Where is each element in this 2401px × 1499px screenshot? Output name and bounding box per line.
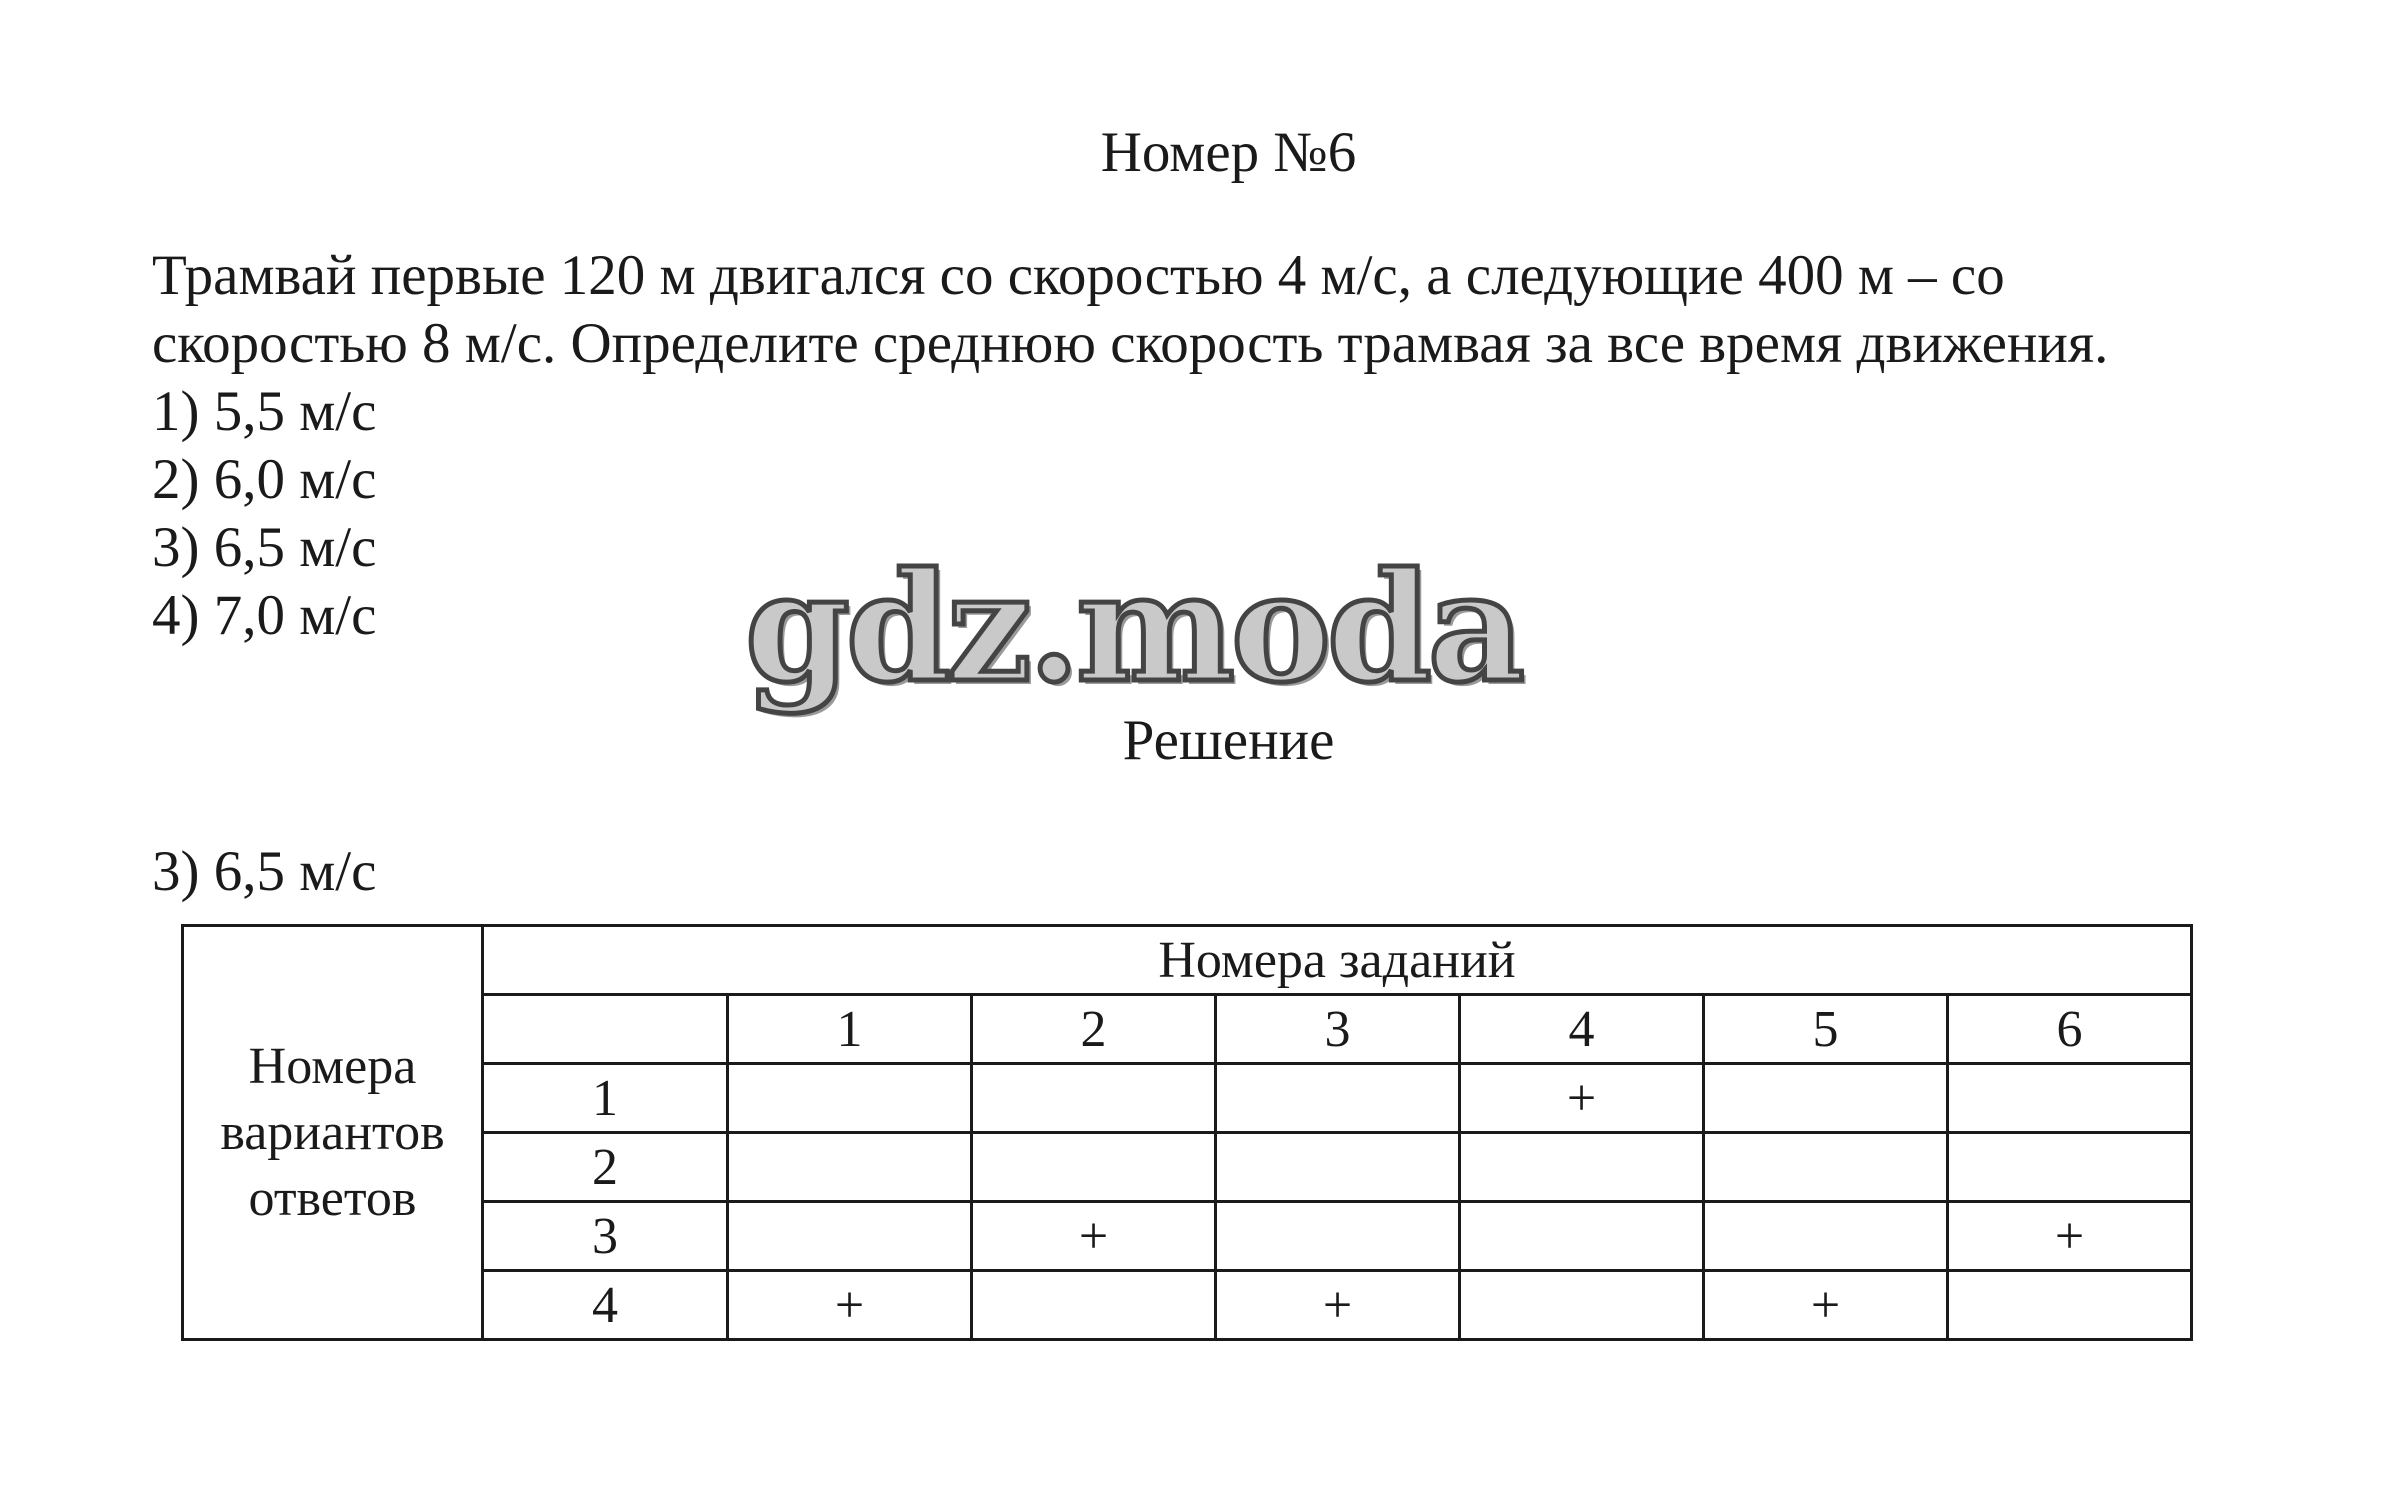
table-cell [1216,1133,1460,1202]
table-header: Номера заданий [483,926,2192,995]
table-cell: + [1948,1202,2192,1271]
answer-table [181,924,2193,1341]
table-cell [1948,1271,2192,1340]
column-header: 2 [972,995,1216,1064]
table-cell [1704,1064,1948,1133]
table-row [183,1271,2192,1340]
table-cell [1948,1064,2192,1133]
table-cell: + [972,1202,1216,1271]
table-cell: + [1216,1271,1460,1340]
table-cell [1948,1133,2192,1202]
column-header: 4 [1460,995,1704,1064]
table-cell: + [1704,1271,1948,1340]
option-4: 4) 7,0 м/с [152,584,377,647]
column-header: 6 [1948,995,2192,1064]
page-title: Номер №6 [1100,121,1357,184]
problem-line-1: Трамвай первые 120 м двигался со скоростью 4 м/с, а следующие 400 м – со [152,244,2005,307]
table-cell: + [1460,1064,1704,1133]
table-row [183,1202,2192,1271]
table-cell [972,1064,1216,1133]
table-cell [728,1202,972,1271]
column-header: 3 [1216,995,1460,1064]
side-label-line-3: ответов [248,1169,417,1227]
table-row [183,1133,2192,1202]
watermark-logo: gdz.moda [745,540,1522,716]
problem-text [152,242,2302,378]
table-cell [1460,1271,1704,1340]
option-3: 3) 6,5 м/с [152,516,377,579]
row-label: 4 [483,1271,728,1340]
solution-answer: 3) 6,5 м/с [152,840,377,903]
solution-heading: Решение [1122,709,1335,772]
option-1: 1) 5,5 м/с [152,380,377,443]
answer-options [152,378,376,650]
column-header: 1 [728,995,972,1064]
table-cell [728,1064,972,1133]
table-cell [728,1133,972,1202]
table-row [183,1064,2192,1133]
table-cell [1460,1133,1704,1202]
table-cell [1704,1133,1948,1202]
table-cell [1216,1064,1460,1133]
row-label: 3 [483,1202,728,1271]
row-label: 2 [483,1133,728,1202]
table-cell [1216,1202,1460,1271]
side-label-line-2: вариантов [220,1103,445,1161]
row-label: 1 [483,1064,728,1133]
column-header: 5 [1704,995,1948,1064]
table-side-label [183,926,483,1340]
table-cell: + [728,1271,972,1340]
table-column-header-row [183,995,2192,1064]
table-cell [972,1133,1216,1202]
table-corner-cell [483,995,728,1064]
table-cell [972,1271,1216,1340]
table-cell [1704,1202,1948,1271]
table-cell [1460,1202,1704,1271]
side-label-line-1: Номера [248,1037,417,1095]
option-2: 2) 6,0 м/с [152,448,377,511]
problem-line-2: скоростью 8 м/с. Определите среднюю скорость трамвая за все время движения. [152,312,2109,375]
